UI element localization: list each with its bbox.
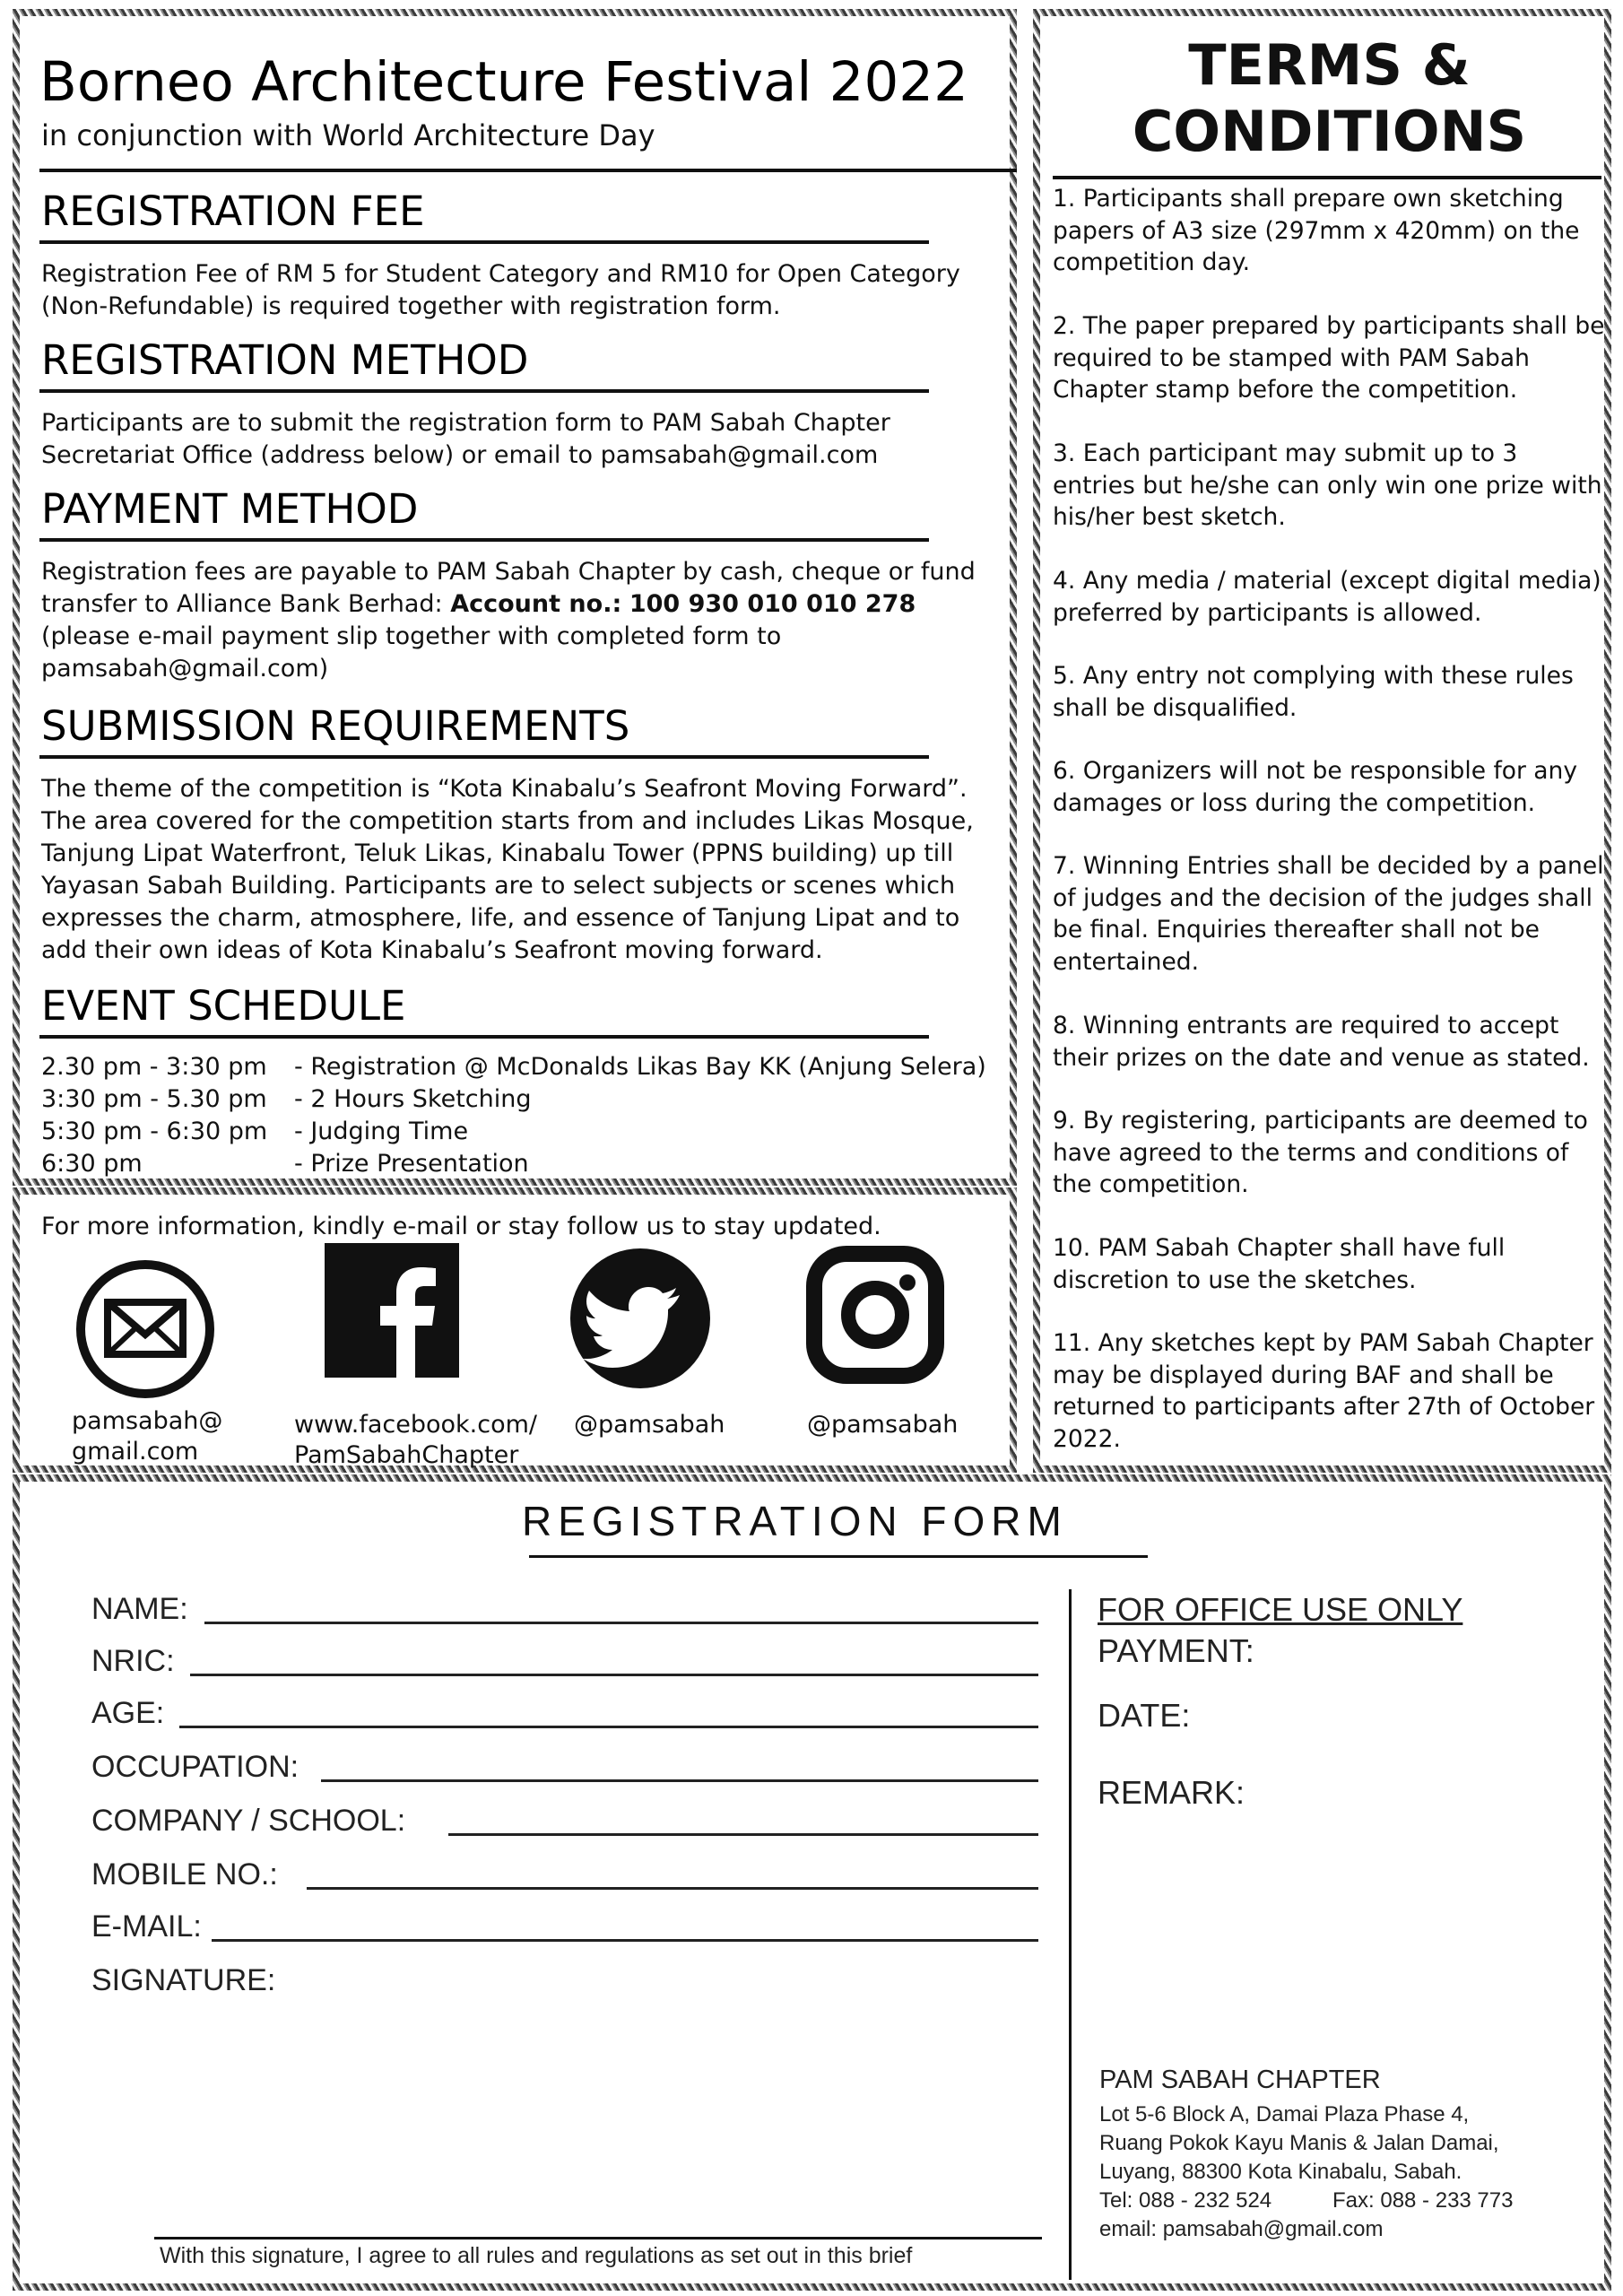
form-title-underline: [529, 1555, 1148, 1558]
name-label: NAME:: [91, 1592, 188, 1626]
signature-line[interactable]: [154, 2237, 1042, 2239]
name-field[interactable]: [204, 1622, 1038, 1624]
facebook-icon: [325, 1243, 459, 1378]
terms-item: 5. Any entry not complying with these rules shall be disqualified.: [1053, 662, 1574, 722]
registration-fee-heading: REGISTRATION FEE: [41, 187, 425, 235]
terms-item: 10. PAM Sabah Chapter shall have full discretion to use the sketches.: [1053, 1234, 1506, 1294]
address-line-3: Luyang, 88300 Kota Kinabalu, Sabah.: [1099, 2160, 1462, 2184]
terms-item: 2. The paper prepared by participants shall be required to be stamped with PAM Sabah Chapter stamp before the competition.: [1053, 312, 1605, 404]
facebook-label-1[interactable]: www.facebook.com/: [294, 1411, 538, 1439]
section-divider: [39, 1035, 929, 1039]
nric-label: NRIC:: [91, 1644, 175, 1678]
email-label: E-MAIL:: [91, 1909, 202, 1944]
terms-item: 4. Any media / material (except digital media) preferred by participants is allowed.: [1053, 567, 1601, 627]
contact-intro: For more information, kindly e-mail or stay follow us to stay updated.: [41, 1213, 881, 1240]
mail-icon: [74, 1257, 217, 1401]
schedule-heading: EVENT SCHEDULE: [41, 982, 406, 1030]
address-line-2: Ruang Pokok Kayu Manis & Jalan Damai,: [1099, 2131, 1499, 2155]
instagram-label[interactable]: @pamsabah: [807, 1411, 959, 1439]
section-divider: [39, 389, 929, 393]
schedule-desc: - Registration @ McDonalds Likas Bay KK (Anjung Selera): [294, 1053, 986, 1081]
account-label: Account no.:: [450, 590, 622, 618]
registration-fee-text: Registration Fee of RM 5 for Student Category and RM10 for Open Category (Non-Refundable) is required together with registration form.: [41, 260, 960, 320]
schedule-desc: - Judging Time: [294, 1118, 469, 1145]
terms-item: 6. Organizers will not be responsible for any damages or loss during the competition.: [1053, 757, 1578, 817]
registration-form-panel: [13, 1474, 1611, 2291]
signature-label: SIGNATURE:: [91, 1963, 276, 1997]
submission-heading: SUBMISSION REQUIREMENTS: [41, 702, 630, 750]
nric-field[interactable]: [190, 1674, 1038, 1676]
schedule-time: 5:30 pm - 6:30 pm: [41, 1118, 268, 1145]
email-label-1[interactable]: pamsabah@: [72, 1407, 223, 1435]
email-contact[interactable]: [74, 1257, 217, 1405]
address-tel: Tel: 088 - 232 524: [1099, 2188, 1272, 2213]
terms-item: 7. Winning Entries shall be decided by a panel of judges and the decision of the judges shall be final. Enquiries thereafter shall not be entertained.: [1053, 852, 1604, 976]
registration-method-text: Participants are to submit the registration form to PAM Sabah Chapter Secretariat Office (address below) or email to pamsabah@gmail.com: [41, 409, 890, 469]
schedule-desc: - Prize Presentation: [294, 1150, 529, 1178]
twitter-icon: [568, 1247, 712, 1390]
terms-item: 9. By registering, participants are deemed to have agreed to the terms and conditions of the competition.: [1053, 1107, 1588, 1198]
mobile-field[interactable]: [307, 1887, 1038, 1890]
account-number: 100 930 010 010 278: [629, 590, 916, 618]
terms-item: 3. Each participant may submit up to 3 entries but he/she can only win one prize with his/her best sketch.: [1053, 439, 1602, 531]
age-field[interactable]: [179, 1726, 1038, 1728]
terms-item: 11. Any sketches kept by PAM Sabah Chapter may be displayed during BAF and shall be returned to participants after 27th of October 2022.: [1053, 1329, 1595, 1453]
form-divider: [1069, 1589, 1072, 2280]
address-fax: Fax: 088 - 233 773: [1332, 2188, 1514, 2213]
schedule-time: 3:30 pm - 5.30 pm: [41, 1085, 267, 1113]
schedule-time: 6:30 pm: [41, 1150, 143, 1178]
occupation-field[interactable]: [321, 1779, 1038, 1782]
twitter-label[interactable]: @pamsabah: [574, 1411, 725, 1439]
info-panel: [13, 9, 1017, 1186]
address-line-1: Lot 5-6 Block A, Damai Plaza Phase 4,: [1099, 2102, 1470, 2126]
instagram-contact[interactable]: [805, 1245, 945, 1388]
instagram-icon: [805, 1245, 945, 1385]
office-remark-label: REMARK:: [1098, 1774, 1245, 1811]
terms-title-2: CONDITIONS: [1132, 99, 1527, 164]
section-divider: [39, 538, 929, 542]
terms-panel: [1033, 9, 1611, 1473]
submission-text: The theme of the competition is “Kota Kinabalu’s Seafront Moving Forward”. The area covered for the competition starts from and includes Likas Mosque, Tanjung Lipat Waterfront, Teluk Likas, Kinabalu Tower (PPNS building) up till Yayasan Sabah Building. Participants are to select subjects or scenes which expresses the charm, atmosphere, life, and essence of Tanjung Lipat and to add their own ideas of Kota Kinabalu’s Seafront moving forward.: [41, 775, 974, 964]
contact-panel: [13, 1187, 1017, 1473]
payment-method-text: [41, 556, 1010, 685]
section-divider: [39, 240, 929, 244]
facebook-label-2[interactable]: PamSabahChapter: [294, 1441, 519, 1469]
address-email: email: pamsabah@gmail.com: [1099, 2217, 1384, 2241]
schedule-desc: - 2 Hours Sketching: [294, 1085, 532, 1113]
form-title: REGISTRATION FORM: [522, 1498, 1068, 1544]
email-field[interactable]: [212, 1939, 1038, 1942]
title-divider: [39, 169, 1017, 172]
company-school-label: COMPANY / SCHOOL:: [91, 1804, 406, 1838]
terms-title-1: TERMS &: [1188, 32, 1471, 98]
terms-item: 8. Winning entrants are required to accept their prizes on the date and venue as stated.: [1053, 1012, 1590, 1072]
occupation-label: OCCUPATION:: [91, 1750, 299, 1784]
section-divider: [39, 755, 929, 759]
terms-divider: [1053, 176, 1601, 179]
page-title: Borneo Architecture Festival 2022: [39, 50, 968, 114]
schedule-time: 2.30 pm - 3:30 pm: [41, 1053, 267, 1081]
chapter-name: PAM SABAH CHAPTER: [1099, 2066, 1381, 2094]
facebook-contact[interactable]: [325, 1243, 459, 1381]
mobile-label: MOBILE NO.:: [91, 1857, 278, 1892]
payment-method-text-2: (please e-mail payment slip together with completed form to pamsabah@gmail.com): [41, 622, 782, 683]
twitter-contact[interactable]: [568, 1247, 712, 1394]
terms-item: 1. Participants shall prepare own sketching papers of A3 size (297mm x 420mm) on the competition day.: [1053, 185, 1580, 276]
company-school-field[interactable]: [448, 1833, 1038, 1836]
email-label-2[interactable]: gmail.com: [72, 1438, 199, 1465]
page-subtitle: in conjunction with World Architecture Day: [41, 118, 655, 152]
registration-method-heading: REGISTRATION METHOD: [41, 336, 529, 384]
office-payment-label: PAYMENT:: [1098, 1632, 1254, 1669]
office-date-label: DATE:: [1098, 1697, 1191, 1734]
signature-note: With this signature, I agree to all rules and regulations as set out in this brief: [160, 2243, 913, 2268]
payment-method-heading: PAYMENT METHOD: [41, 485, 419, 533]
payment-method-text-1: Registration fees are payable to PAM Sabah Chapter by cash, cheque or fund transfer to Alliance Bank Berhad:: [41, 558, 976, 618]
age-label: AGE:: [91, 1696, 165, 1730]
office-use-heading: FOR OFFICE USE ONLY: [1098, 1591, 1463, 1628]
